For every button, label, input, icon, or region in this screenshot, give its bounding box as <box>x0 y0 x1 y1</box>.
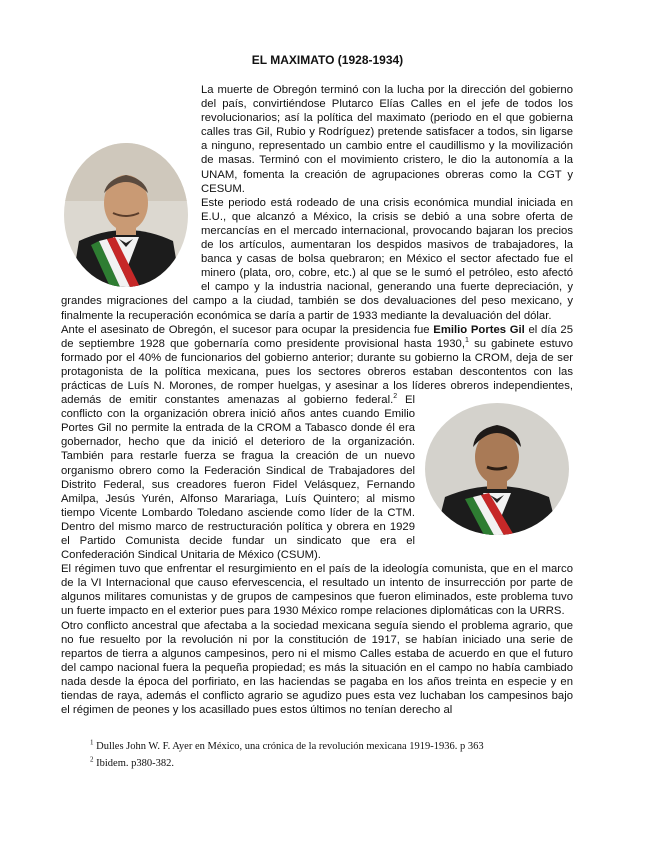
footnote-2-mark: 2 <box>90 755 94 764</box>
paragraph-maximato-intro: La muerte de Obregón terminó con la lucha por la dirección del gobierno del país, convirtiéndose Plutarco Elías Calles en el jefe de todos los revolucionarios; así la política del maximato (periodo en el que gobierna calles tras Gil, Rubio y Rodríguez) pretende satisfacer a todos, sin ligarse a ninguno, representado un cambio entre el caudillismo y la movilización de masas. Terminó con el movimiento cristero, le dio la autonomía a la UNAM, fomenta la creación de agrupaciones obreras como la CGT y CESUM. <box>201 84 573 195</box>
paragraph-portes-gil-c: su gabinete estuvo formado por el 40% de funcionarios del gobierno anterior; durante su gobierno la CROM, deja de ser protagonista de la política mexicana, pues los sectores obreros estaban descontentos con las prácticas de Luís N. Morones, de romper huelgas, y asesinar a los líderes obreros independientes, además de emitir constantes amenazas al gobierno federal. <box>61 337 573 407</box>
footnote-2-text: Ibidem. p380-382. <box>96 758 174 769</box>
footnote-2 <box>90 755 570 772</box>
footnote-1 <box>90 738 570 755</box>
footnote-ref-1[interactable]: 1 <box>464 336 469 344</box>
document-title: EL MAXIMATO (1928-1934) <box>251 53 404 67</box>
portes-gil-name: Emilio Portes Gil <box>433 323 525 336</box>
portrait-calles-image <box>61 141 191 289</box>
portrait-portes-gil-image <box>421 401 573 537</box>
footnotes <box>90 738 570 772</box>
document-body <box>61 83 573 717</box>
footnote-1-mark: 1 <box>90 738 94 747</box>
paragraph-economic-crisis: Este periodo está rodeado de una crisis económica mundial iniciada en E.U., que alcanzó a México, la crisis se debió a una sobre oferta de mercancías en el mercado internacional, provocando bajaran los precios de los artículos, aumentaran los despidos masivos de trabajadores, la banca y casas de bolsa quebraron; en México el sector afectado fue el minero (plata, oro, cobre, etc.) al que se le sumó el petróleo, esto afectó el campo y la industria nacional, generando una fuerte depreciación, y grandes migraciones del campo a la ciudad, también se dos devaluaciones del peso mexicano, y finalmente la recuperación económica se daría a partir de 1933 mediante la devaluación del dólar. <box>61 196 573 322</box>
paragraph-portes-gil-b: el día 25 de septiembre 1928 que gobernaría como presidente provisional hasta 1930, <box>61 323 573 350</box>
paragraph-portes-gil-d: El conflicto con la organización obrera inició años antes cuando Emilio Portes Gil no permite la entrada de la CROM a Tabasco donde él era gobernador, hecho que da inició el deterioro de la organización. También para restarle fuerza se fragua la creación de un nuevo organismo obrero como la Federación Sindical de Trabajadores del Distrito Federal, sus creadores fueron Fidel Velásquez, Fernando Amilpa, Jesús Yurén, Alfonso Marariaga, Luís Quintero; al mismo tiempo Vicente Lombardo Toledano asciende como líder de la CTM. Dentro del mismo marco de restructuración política y obrera en 1929 el Partido Comunista decide fundar un sindicato que era el Confederación Sindical Unitaria de México (CSUM). <box>61 394 415 562</box>
footnote-1-text: Dulles John W. F. Ayer en México, una crónica de la revolución mexicana 1919-1936. p 363 <box>96 741 484 752</box>
paragraph-agrarian: Otro conflicto ancestral que afectaba a la sociedad mexicana seguía siendo el problema agrario, que no fue resuelto por la revolución ni por la constitución de 1917, se habían iniciado una serie de repartos de tierra a algunos campesinos, pero ni el mismo Calles estaba de acuerdo en que el futuro del campo nacional fuera la pequeña propiedad; es más la situación en el campo no había cambiado nada desde la época del porfiriato, en las haciendas se pagaba en los años treinta en especie y en tiendas de raya, además el conflicto agrario se agudizo pues esta vez luchaban los campesinos bajo el régimen de peones y los acasillado pues estos últimos no tenían derecho al <box>61 619 573 717</box>
paragraph-communism: El régimen tuvo que enfrentar el resurgimiento en el país de la ideología comunista, que en el marco de la VI Internacional que causo efervescencia, el resultado un intento de insurrección por parte de algunos militares comunistas y de grupos de campesinos que fueron eliminados, este problema tuvo un fuerte impacto en el exterior pues para 1930 México rompe relaciones diplomáticas con la URRS. <box>61 563 573 618</box>
paragraph-portes-gil-a: Ante el asesinato de Obregón, el sucesor para ocupar la presidencia fue <box>61 323 434 336</box>
portrait-portes-gil <box>421 401 573 537</box>
portrait-calles <box>61 141 191 289</box>
footnote-ref-2[interactable]: 2 <box>393 393 398 401</box>
